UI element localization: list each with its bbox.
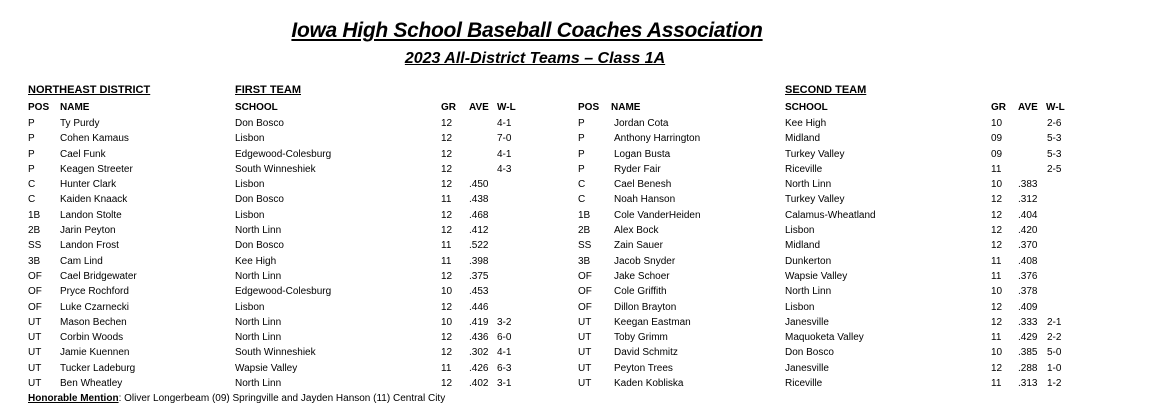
first-team-school-cell: North Linn [235,270,282,282]
second-team-ave-cell: .288 [1018,362,1038,374]
first-team-name-cell: Hunter Clark [60,179,117,191]
second-team-school-cell: Turkey Valley [785,194,845,206]
first-team-wl-cell: 3-2 [497,316,512,328]
first-team-pos-cell: UT [28,378,42,390]
first-team-ave-cell: .468 [469,209,489,221]
second-team-gr-cell: 10 [991,347,1003,359]
second-team-wl-cell: 1-2 [1047,378,1062,390]
first-team-name-cell: Landon Stolte [60,209,122,221]
second-team-gr-cell: 12 [991,316,1003,328]
first-team-ave-cell: .419 [469,316,489,328]
second-team-name-cell: Zain Sauer [614,240,663,252]
first-team-ave-cell: .446 [469,301,489,313]
second-team-name-cell: Jacob Snyder [614,255,676,267]
first-team-ave-cell: .412 [469,225,489,237]
first-team-ave-cell: .402 [469,378,489,390]
second-team-name-cell: Noah Hanson [614,194,676,206]
first-team-school-cell: South Winneshiek [235,163,316,175]
page-subtitle: 2023 All-District Teams – Class 1A [404,50,666,67]
second-team-ave-cell: .404 [1018,209,1038,221]
first-team-name-cell: Kaiden Knaack [60,194,128,206]
second-team-ave-cell: .370 [1018,240,1038,252]
first-team-school-cell: South Winneshiek [235,347,316,359]
second-team-pos-cell: P [578,133,585,145]
second-team-col-name: NAME [611,102,641,113]
second-team-heading: SECOND TEAM [785,84,867,96]
first-team-gr-cell: 12 [441,225,453,237]
second-team-name-cell: Toby Grimm [614,332,668,344]
first-team-school-cell: Don Bosco [235,194,284,206]
first-team-name-cell: Jamie Kuennen [60,347,130,359]
second-team-gr-cell: 10 [991,179,1003,191]
second-team-pos-cell: 3B [578,255,591,267]
first-team-name-cell: Landon Frost [60,240,119,252]
first-team-school-cell: Lisbon [235,301,265,313]
first-team-ave-cell: .453 [469,286,489,298]
second-team-school-cell: Janesville [785,316,829,328]
first-team-pos-cell: UT [28,332,42,344]
second-team-gr-cell: 12 [991,362,1003,374]
honorable-mention-label: Honorable Mention [28,393,119,404]
first-team-pos-cell: OF [28,270,42,282]
second-team-pos-cell: 1B [578,209,591,221]
first-team-ave-cell: .450 [469,179,489,191]
second-team-pos-cell: C [578,194,586,206]
second-team-school-cell: North Linn [785,179,832,191]
first-team-pos-cell: P [28,163,35,175]
table-row [0,255,1170,270]
first-team-name-cell: Luke Czarnecki [60,301,129,313]
second-team-name-cell: Keegan Eastman [614,316,691,328]
first-team-gr-cell: 11 [441,362,452,374]
table-row [0,117,1170,132]
second-team-pos-cell: SS [578,240,592,252]
second-team-pos-cell: OF [578,286,592,298]
second-team-ave-cell: .312 [1018,194,1038,206]
first-team-pos-cell: 1B [28,209,41,221]
second-team-school-cell: Dunkerton [785,255,832,267]
second-team-gr-cell: 12 [991,194,1003,206]
second-team-ave-cell: .408 [1018,255,1038,267]
first-team-name-cell: Cael Funk [60,148,106,160]
second-team-pos-cell: P [578,148,585,160]
second-team-gr-cell: 12 [991,225,1003,237]
first-team-name-cell: Cael Bridgewater [60,270,137,282]
second-team-wl-cell: 2-2 [1047,332,1062,344]
first-team-name-cell: Keagen Streeter [60,163,133,175]
second-team-name-cell: Alex Bock [614,225,659,237]
all-district-table [0,117,1170,392]
first-team-pos-cell: OF [28,301,42,313]
first-team-school-cell: Lisbon [235,179,265,191]
first-team-gr-cell: 10 [441,316,453,328]
second-team-col-gr: GR [991,102,1006,113]
first-team-ave-cell: .438 [469,194,489,206]
second-team-name-cell: Anthony Harrington [614,133,701,145]
second-team-pos-cell: OF [578,301,592,313]
second-team-ave-cell: .313 [1018,378,1038,390]
first-team-col-wl: W-L [497,102,516,113]
district-heading: NORTHEAST DISTRICT [28,84,151,96]
second-team-school-cell: North Linn [785,286,832,298]
second-team-wl-cell: 5-3 [1047,133,1062,145]
table-row [0,362,1170,377]
second-team-gr-cell: 11 [991,270,1002,282]
second-team-pos-cell: UT [578,347,592,359]
first-team-gr-cell: 12 [441,332,453,344]
honorable-mention-text: Oliver Longerbeam (09) Springville and Jayden Hanson (11) Central City [121,393,446,404]
second-team-school-cell: Don Bosco [785,347,834,359]
second-team-name-cell: Logan Busta [614,148,671,160]
second-team-wl-cell: 2-1 [1047,316,1062,328]
first-team-gr-cell: 12 [441,163,453,175]
first-team-school-cell: North Linn [235,332,282,344]
first-team-school-cell: Don Bosco [235,240,284,252]
second-team-name-cell: Cole Griffith [614,286,667,298]
second-team-wl-cell: 5-3 [1047,148,1062,160]
second-team-school-cell: Wapsie Valley [785,270,848,282]
second-team-school-cell: Riceville [785,378,823,390]
first-team-ave-cell: .426 [469,362,489,374]
second-team-school-cell: Maquoketa Valley [785,332,864,344]
table-row [0,270,1170,285]
second-team-pos-cell: P [578,163,585,175]
table-row [0,285,1170,300]
first-team-pos-cell: P [28,133,35,145]
second-team-gr-cell: 10 [991,118,1003,129]
table-row [0,331,1170,346]
second-team-school-cell: Kee High [785,118,827,129]
second-team-ave-cell: .429 [1018,332,1038,344]
second-team-ave-cell: .420 [1018,225,1038,237]
first-team-pos-cell: OF [28,286,42,298]
second-team-ave-cell: .385 [1018,347,1038,359]
table-row [0,163,1170,178]
first-team-ave-cell: .398 [469,255,489,267]
first-team-gr-cell: 10 [441,286,453,298]
first-team-wl-cell: 4-1 [497,148,512,160]
first-team-wl-cell: 4-1 [497,118,512,129]
first-team-pos-cell: P [28,148,35,160]
second-team-gr-cell: 12 [991,209,1003,221]
table-row [0,224,1170,239]
first-team-pos-cell: 3B [28,255,41,267]
second-team-ave-cell: .378 [1018,286,1038,298]
first-team-gr-cell: 12 [441,301,453,313]
table-row [0,209,1170,224]
second-team-gr-cell: 09 [991,148,1003,160]
first-team-name-cell: Ben Wheatley [60,378,123,390]
second-team-school-cell: Calamus-Wheatland [785,209,876,221]
first-team-col-gr: GR [441,102,456,113]
first-team-name-cell: Corbin Woods [60,332,124,344]
second-team-col-pos: POS [578,102,600,113]
second-team-col-wl: W-L [1046,102,1065,113]
first-team-gr-cell: 12 [441,133,453,145]
first-team-school-cell: North Linn [235,378,282,390]
first-team-gr-cell: 12 [441,148,453,160]
first-team-school-cell: Lisbon [235,133,265,145]
second-team-gr-cell: 09 [991,133,1003,145]
first-team-school-cell: Kee High [235,255,277,267]
second-team-gr-cell: 11 [991,378,1002,390]
first-team-gr-cell: 12 [441,378,453,390]
first-team-school-cell: Lisbon [235,209,265,221]
second-team-wl-cell: 2-5 [1047,163,1062,175]
first-team-ave-cell: .436 [469,332,489,344]
first-team-pos-cell: UT [28,362,42,374]
honorable-mention: Honorable Mention: Oliver Longerbeam (09) Springville and Jayden Hanson (11) Central City [28,393,446,404]
table-row [0,148,1170,163]
first-team-ave-cell: .302 [469,347,489,359]
first-team-pos-cell: C [28,179,36,191]
second-team-ave-cell: .376 [1018,270,1038,282]
first-team-gr-cell: 12 [441,209,453,221]
first-team-name-cell: Cohen Kamaus [60,133,129,145]
second-team-gr-cell: 11 [991,163,1002,175]
first-team-col-pos: POS [28,102,50,113]
first-team-pos-cell: P [28,118,35,129]
first-team-wl-cell: 6-0 [497,332,512,344]
second-team-pos-cell: 2B [578,225,591,237]
second-team-pos-cell: P [578,118,585,129]
first-team-gr-cell: 11 [441,255,452,267]
second-team-gr-cell: 12 [991,301,1003,313]
second-team-name-cell: Cael Benesh [614,179,672,191]
table-row [0,301,1170,316]
second-team-school-cell: Riceville [785,163,823,175]
second-team-col-school: SCHOOL [785,102,828,113]
first-team-school-cell: Edgewood-Colesburg [235,286,332,298]
first-team-gr-cell: 11 [441,194,452,206]
second-team-school-cell: Lisbon [785,225,815,237]
second-team-name-cell: David Schmitz [614,347,678,359]
second-team-pos-cell: C [578,179,586,191]
first-team-gr-cell: 12 [441,179,453,191]
table-row [0,316,1170,331]
second-team-wl-cell: 2-6 [1047,118,1062,129]
first-team-school-cell: Edgewood-Colesburg [235,148,332,160]
second-team-pos-cell: UT [578,362,592,374]
first-team-pos-cell: UT [28,347,42,359]
first-team-wl-cell: 3-1 [497,378,512,390]
second-team-wl-cell: 5-0 [1047,347,1062,359]
first-team-ave-cell: .375 [469,270,489,282]
second-team-school-cell: Turkey Valley [785,148,845,160]
second-team-school-cell: Janesville [785,362,829,374]
second-team-gr-cell: 11 [991,332,1002,344]
table-row [0,346,1170,361]
second-team-ave-cell: .409 [1018,301,1038,313]
second-team-ave-cell: .333 [1018,316,1038,328]
first-team-pos-cell: 2B [28,225,41,237]
second-team-name-cell: Kaden Kobliska [614,378,684,390]
first-team-name-cell: Jarin Peyton [60,225,116,237]
second-team-gr-cell: 11 [991,255,1002,267]
first-team-pos-cell: SS [28,240,42,252]
second-team-ave-cell: .383 [1018,179,1038,191]
first-team-col-name: NAME [60,102,90,113]
first-team-school-cell: North Linn [235,316,282,328]
second-team-school-cell: Lisbon [785,301,815,313]
second-team-col-ave: AVE [1018,102,1038,113]
second-team-wl-cell: 1-0 [1047,362,1062,374]
first-team-wl-cell: 4-3 [497,163,512,175]
first-team-col-school: SCHOOL [235,102,278,113]
first-team-name-cell: Mason Bechen [60,316,127,328]
second-team-name-cell: Cole VanderHeiden [614,209,701,221]
table-row [0,377,1170,392]
first-team-wl-cell: 6-3 [497,362,512,374]
first-team-school-cell: North Linn [235,225,282,237]
first-team-ave-cell: .522 [469,240,489,252]
first-team-wl-cell: 7-0 [497,133,512,145]
page-title: Iowa High School Baseball Coaches Association [291,19,763,42]
first-team-col-ave: AVE [469,102,489,113]
first-team-gr-cell: 12 [441,347,453,359]
table-row [0,178,1170,193]
second-team-pos-cell: UT [578,332,592,344]
second-team-school-cell: Midland [785,240,821,252]
first-team-heading: FIRST TEAM [235,84,301,96]
first-team-school-cell: Don Bosco [235,118,284,129]
second-team-gr-cell: 10 [991,286,1003,298]
second-team-name-cell: Peyton Trees [614,362,673,374]
second-team-name-cell: Jake Schoer [614,270,670,282]
first-team-gr-cell: 12 [441,270,453,282]
first-team-gr-cell: 12 [441,118,453,129]
first-team-name-cell: Cam Lind [60,255,103,267]
first-team-school-cell: Wapsie Valley [235,362,298,374]
first-team-gr-cell: 11 [441,240,452,252]
first-team-wl-cell: 4-1 [497,347,512,359]
first-team-pos-cell: C [28,194,36,206]
second-team-pos-cell: OF [578,270,592,282]
second-team-gr-cell: 12 [991,240,1003,252]
first-team-pos-cell: UT [28,316,42,328]
first-team-name-cell: Ty Purdy [60,118,100,129]
first-team-name-cell: Pryce Rochford [60,286,129,298]
table-row [0,132,1170,147]
table-row [0,239,1170,254]
table-row [0,193,1170,208]
second-team-school-cell: Midland [785,133,821,145]
second-team-pos-cell: UT [578,316,592,328]
second-team-name-cell: Ryder Fair [614,163,661,175]
second-team-name-cell: Dillon Brayton [614,301,677,313]
first-team-name-cell: Tucker Ladeburg [60,362,136,374]
second-team-pos-cell: UT [578,378,592,390]
second-team-name-cell: Jordan Cota [614,118,669,129]
